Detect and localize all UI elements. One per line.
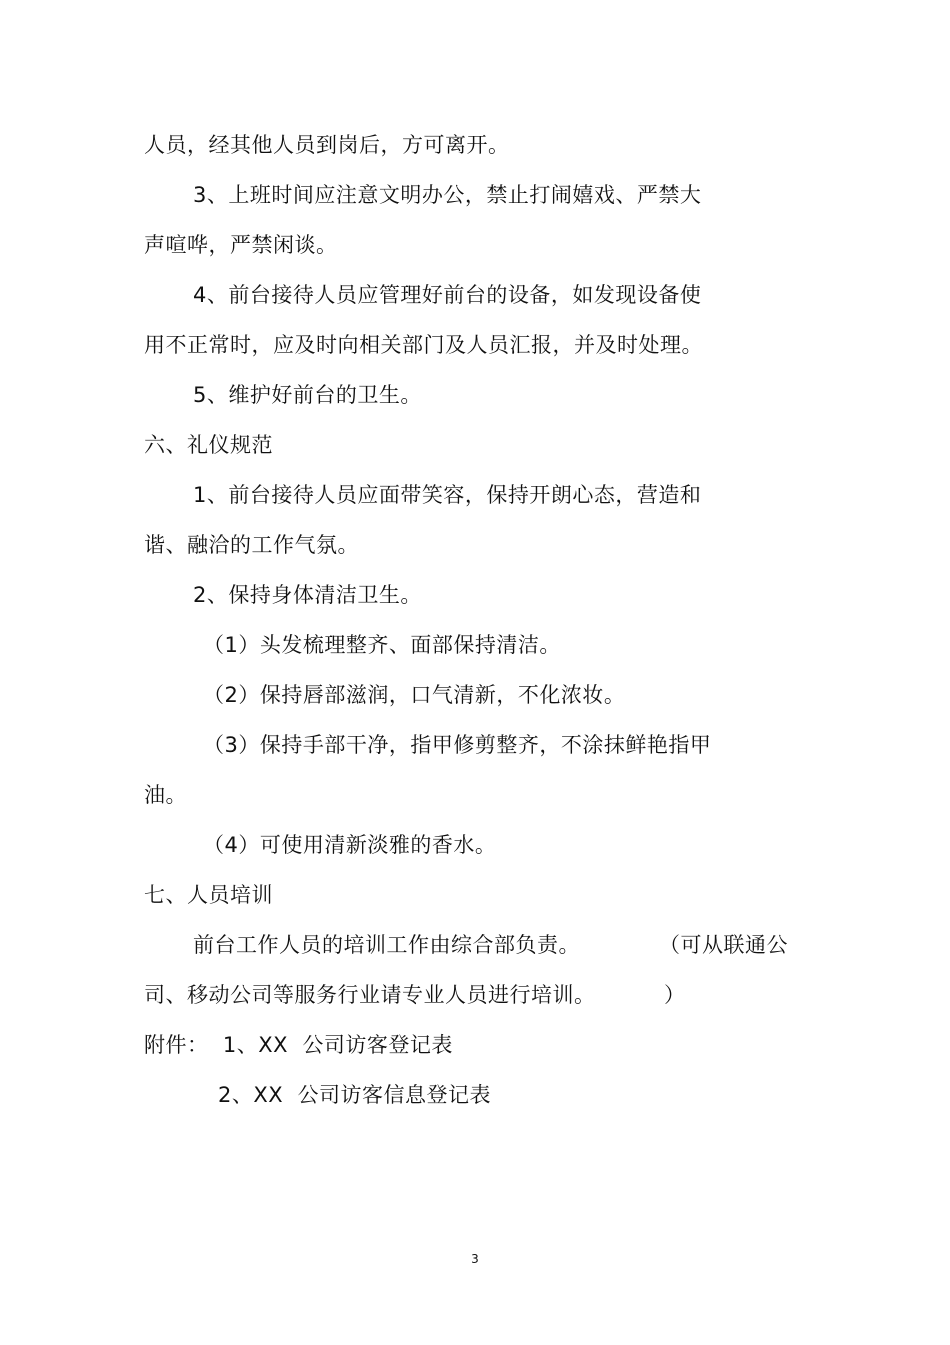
paragraph-line: 4、前台接待人员应管理好前台的设备，如发现设备使 xyxy=(193,283,702,307)
paragraph-line: 声喧哗，严禁闲谈。 xyxy=(144,233,338,257)
paragraph-line: 1、前台接待人员应面带笑容，保持开朗心态，营造和 xyxy=(193,483,702,507)
sub-item-line: （4）可使用清新淡雅的香水。 xyxy=(203,833,497,857)
sub-item-line: （2）保持唇部滋润，口气清新，不化浓妆。 xyxy=(203,683,626,707)
paragraph-line: 油。 xyxy=(144,783,187,807)
paragraph-line: 谐、融洽的工作气氛。 xyxy=(144,533,359,557)
paragraph-line: 人员，经其他人员到岗后，方可离开。 xyxy=(144,133,510,157)
paragraph-line: （可从联通公 xyxy=(659,933,788,957)
section-heading: 六、礼仪规范 xyxy=(144,433,273,457)
attachment-line: 附件： 1、XX 公司访客登记表 xyxy=(144,1033,453,1057)
sub-item-line: （1）头发梳理整齐、面部保持清洁。 xyxy=(203,633,561,657)
paragraph-line: 2、保持身体清洁卫生。 xyxy=(193,583,422,607)
sub-item-line: （3）保持手部干净，指甲修剪整齐，不涂抹鲜艳指甲 xyxy=(203,733,712,757)
paragraph-line: 用不正常时，应及时向相关部门及人员汇报，并及时处理。 xyxy=(144,333,703,357)
paragraph-line: ） xyxy=(664,983,686,1007)
paragraph-line: 3、上班时间应注意文明办公，禁止打闹嬉戏、严禁大 xyxy=(193,183,702,207)
paragraph-line: 司、移动公司等服务行业请专业人员进行培训。 xyxy=(144,983,596,1007)
paragraph-line: 前台工作人员的培训工作由综合部负责。 xyxy=(193,933,580,957)
page-number: 3 xyxy=(471,1252,479,1266)
paragraph-line: 5、维护好前台的卫生。 xyxy=(193,383,422,407)
section-heading: 七、人员培训 xyxy=(144,883,273,907)
attachment-line: 2、XX 公司访客信息登记表 xyxy=(218,1083,491,1107)
